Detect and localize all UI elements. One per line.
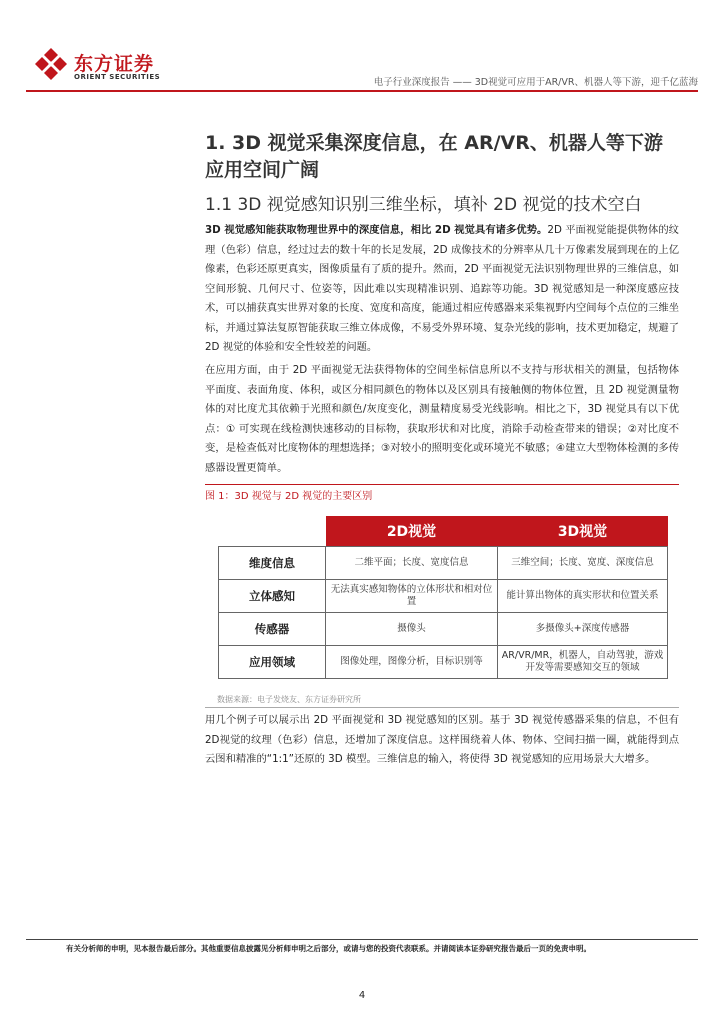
paragraph-1-body: 2D 平面视觉能提供物体的纹理（色彩）信息，经过过去的数十年的长足发展，2D 成像技术的分辨率从几十万像素发展到现在的上亿像素，色彩还原更真实，图像质量有了质的提升。然而，2D 平面视觉无法识别物理世界的三维信息，如空间形貌、几何尺寸、位姿等，因此难以实现精准识别、追踪等功能。3D 视觉感知是一种深度感应技术，可以捕获真实世界对象的长度、宽度和高度，能通过相应传感器来采集视野内空间每个点位的三维坐标，并通过算法复原智能获取三维立体成像，不易受外界环境、复杂光线的影响，技术更加稳定，规避了 2D 视觉的体验和安全性较差的问题。 — [205, 224, 679, 353]
report-header-title: 电子行业深度报告 —— 3D视觉可应用于AR/VR、机器人等下游，迎千亿蓝海 — [373, 77, 698, 88]
figure-bottom-rule — [205, 707, 679, 708]
row-label: 传感器 — [219, 613, 326, 646]
subsection-heading: 1.1 3D 视觉感知识别三维坐标，填补 2D 视觉的技术空白 — [205, 195, 642, 215]
cell-2d: 图像处理，图像分析，目标识别等 — [326, 646, 498, 679]
table-row — [219, 646, 668, 679]
footer-divider — [26, 939, 698, 940]
cell-2d: 二维平面；长度、宽度信息 — [326, 547, 498, 580]
table-row — [219, 613, 668, 646]
footer-disclaimer: 有关分析师的申明，见本报告最后部分。其他重要信息披露见分析师申明之后部分，或请与您的投资代表联系。并请阅读本证券研究报告最后一页的免责申明。 — [66, 944, 591, 953]
paragraph-3: 用几个例子可以展示出 2D 平面视觉和 3D 视觉感知的区别。基于 3D 视觉传感器采集的信息，不但有2D视觉的纹理（色彩）信息，还增加了深度信息。这样围绕着人体、物体、空间扫描一圈，就能得到点云图和精准的“1:1”还原的 3D 模型。三维信息的输入，将使得 3D 视觉感知的应用场景大大增多。 — [205, 714, 679, 765]
column-header-3d: 3D视觉 — [498, 516, 668, 547]
section-heading: 1. 3D 视觉采集深度信息，在 AR/VR、机器人等下游应用空间广阔 — [205, 132, 663, 181]
figure-title: 图 1：3D 视觉与 2D 视觉的主要区别 — [205, 491, 373, 502]
paragraph-1-lead: 3D 视觉感知能获取物理世界中的深度信息，相比 2D 视觉具有诸多优势。 — [205, 224, 548, 236]
table-row — [219, 580, 668, 613]
cell-3d: 三维空间；长度、宽度、深度信息 — [498, 547, 668, 580]
orient-logo-icon — [34, 47, 68, 81]
paragraph-1 — [205, 221, 679, 358]
company-logo — [34, 44, 164, 88]
logo-english-name: ORIENT SECURITIES — [74, 73, 161, 81]
cell-3d: 能计算出物体的真实形状和位置关系 — [498, 580, 668, 613]
cell-3d: AR/VR/MR，机器人，自动驾驶，游戏开发等需要感知交互的领域 — [498, 646, 668, 679]
row-label: 应用领域 — [219, 646, 326, 679]
cell-3d: 多摄像头+深度传感器 — [498, 613, 668, 646]
table-row — [219, 547, 668, 580]
comparison-table — [218, 516, 668, 679]
paragraph-2: 在应用方面，由于 2D 平面视觉无法获得物体的空间坐标信息所以不支持与形状相关的测量，包括物体平面度、表面角度、体积，或区分相同颜色的物体以及区别具有接触侧的物体位置，且 2D 视觉测量物体的对比度尤其依赖于光照和颜色/灰度变化，测量精度易受光线影响。相比之下，3D 视觉具有以下优点：① 可实现在线检测快速移动的目标物，获取形状和对比度，消除手动检查带来的错误；②对比度不变，是检查低对比度物体的理想选择；③对较小的照明变化或环境光不敏感；④建立大型物体检测的多传感器设置更简单。 — [205, 364, 679, 474]
table-header-row — [219, 516, 668, 547]
figure-top-rule — [205, 484, 679, 485]
row-label: 立体感知 — [219, 580, 326, 613]
table-corner-cell — [219, 516, 326, 547]
page-number: 4 — [358, 990, 366, 1001]
header-divider — [26, 90, 698, 92]
logo-chinese-name: 东方证券 — [74, 53, 155, 75]
cell-2d: 摄像头 — [326, 613, 498, 646]
cell-2d: 无法真实感知物体的立体形状和相对位置 — [326, 580, 498, 613]
figure-comparison — [205, 503, 679, 689]
column-header-2d: 2D视觉 — [326, 516, 498, 547]
row-label: 维度信息 — [219, 547, 326, 580]
figure-source: 数据来源：电子发烧友、东方证券研究所 — [217, 695, 361, 704]
